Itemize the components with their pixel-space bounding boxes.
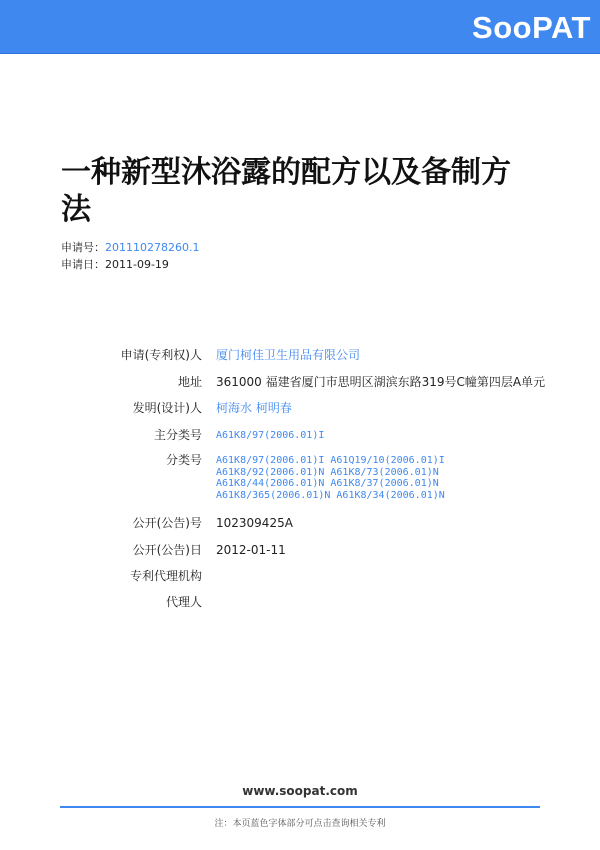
agency-label: 专利代理机构 <box>129 569 202 583</box>
classification-list <box>216 455 445 501</box>
main-class-link[interactable]: A61K8/97(2006.01)I <box>216 430 325 441</box>
footer-divider <box>60 806 540 808</box>
classification-line[interactable]: A61K8/97(2006.01)I A61Q19/10(2006.01)I <box>216 455 445 466</box>
inventor-links[interactable]: 柯海水 柯明春 <box>216 401 292 415</box>
footer-site-link[interactable]: www.soopat.com <box>242 784 358 798</box>
applicant-link[interactable]: 厦门柯佳卫生用品有限公司 <box>216 348 361 362</box>
publication-date-label: 公开(公告)日 <box>132 543 202 557</box>
classification-line[interactable]: A61K8/92(2006.01)N A61K8/73(2006.01)N <box>216 466 439 478</box>
publication-date-value: 2012-01-11 <box>216 543 286 557</box>
application-number-link[interactable]: 201110278260.1 <box>105 241 200 254</box>
soopat-logo[interactable]: SooPAT <box>472 10 591 45</box>
application-date-label: 申请日： <box>61 258 105 271</box>
address-value: 361000 福建省厦门市思明区湖滨东路319号C幢第四层A单元 <box>216 375 546 389</box>
agent-label: 代理人 <box>165 595 202 609</box>
publication-number-label: 公开(公告)号 <box>132 516 202 530</box>
publication-number-value: 102309425A <box>216 516 293 530</box>
address-label: 地址 <box>177 375 202 389</box>
main-class-label: 主分类号 <box>153 428 202 442</box>
patent-title: 一种新型沐浴露的配方以及备制方法 <box>61 155 511 227</box>
footer-note: 注：本页蓝色字体部分可点击查询相关专利 <box>214 819 386 829</box>
application-date-value: 2011-09-19 <box>105 258 169 271</box>
applicant-label: 申请(专利权)人 <box>120 348 202 362</box>
inventor-label: 发明(设计)人 <box>132 401 202 415</box>
classification-label: 分类号 <box>165 453 202 467</box>
classification-line[interactable]: A61K8/365(2006.01)N A61K8/34(2006.01)N <box>216 489 445 501</box>
application-number-label: 申请号： <box>61 241 105 254</box>
classification-line[interactable]: A61K8/44(2006.01)N A61K8/37(2006.01)N <box>216 478 439 489</box>
